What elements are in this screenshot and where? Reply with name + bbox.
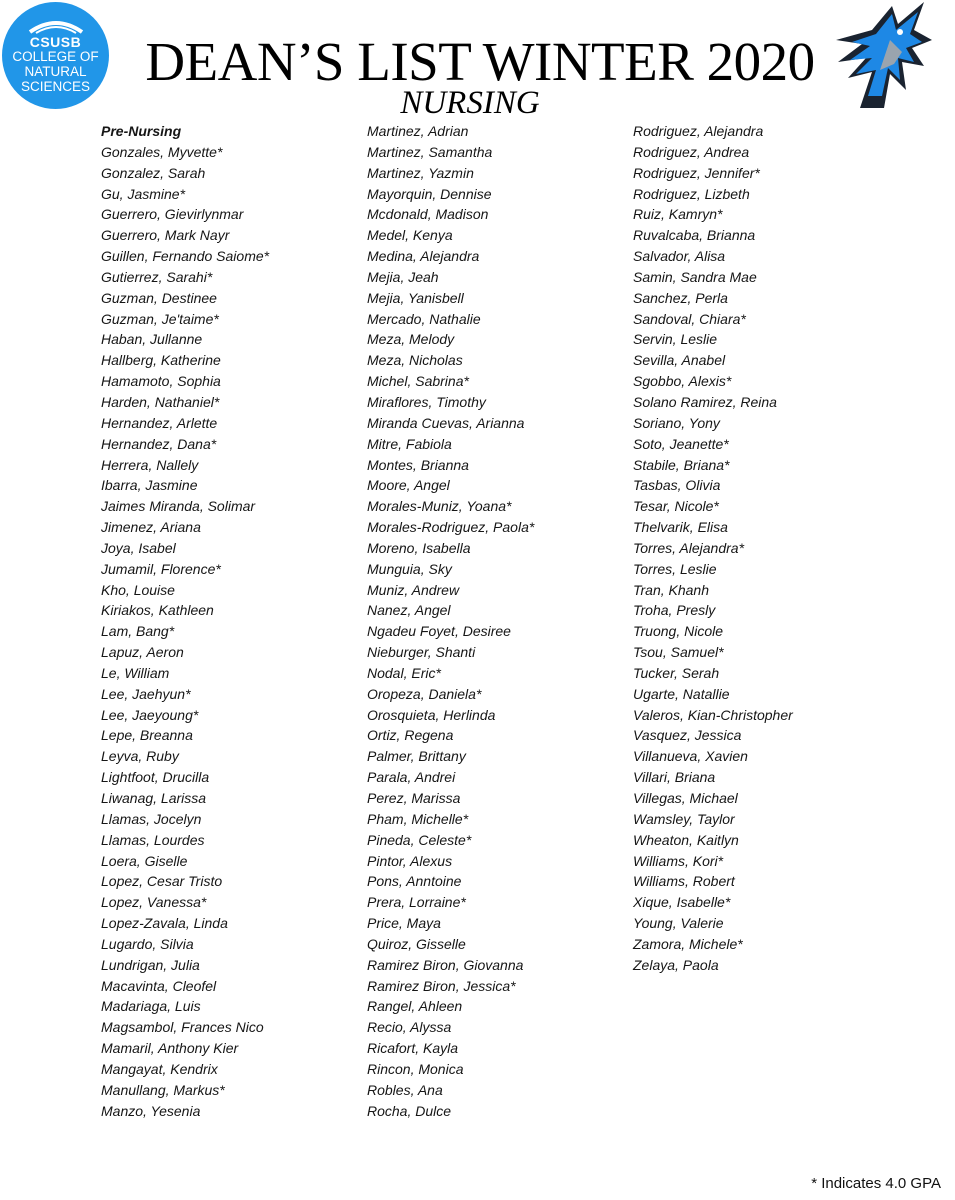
name-entry: Sgobbo, Alexis* bbox=[633, 373, 732, 390]
name-entry: Mejia, Jeah bbox=[367, 268, 439, 285]
name-entry: Prera, Lorraine* bbox=[367, 894, 466, 911]
name-entry: Recio, Alyssa bbox=[367, 1019, 452, 1036]
name-entry: Price, Maya bbox=[367, 915, 441, 932]
name-entry: Robles, Ana bbox=[367, 1081, 443, 1098]
name-entry: Jumamil, Florence* bbox=[101, 560, 221, 577]
logo-college-of: COLLEGE OF bbox=[12, 48, 99, 64]
name-entry: Martinez, Samantha bbox=[367, 143, 493, 160]
name-entry: Lundrigan, Julia bbox=[101, 956, 200, 973]
name-entry: Guerrero, Gievirlynmar bbox=[101, 206, 244, 223]
name-entry: Guzman, Destinee bbox=[101, 289, 217, 306]
name-entry: Soto, Jeanette* bbox=[633, 435, 729, 452]
name-entry: Vasquez, Jessica bbox=[633, 727, 742, 744]
name-entry: Ugarte, Natallie bbox=[633, 685, 730, 702]
gpa-footnote: * Indicates 4.0 GPA bbox=[811, 1175, 941, 1192]
name-entry: Hernandez, Dana* bbox=[101, 435, 217, 452]
name-entry: Rodriguez, Alejandra bbox=[633, 123, 764, 139]
name-entry: Rocha, Dulce bbox=[367, 1102, 452, 1119]
name-entry: Torres, Alejandra* bbox=[633, 539, 745, 556]
name-entry: Stabile, Briana* bbox=[633, 456, 730, 473]
name-entry: Medina, Alejandra bbox=[367, 248, 480, 265]
name-entry: Quiroz, Gisselle bbox=[367, 935, 466, 952]
name-entry: Williams, Robert bbox=[633, 873, 735, 890]
name-entry: Herrera, Nallely bbox=[101, 456, 199, 473]
name-entry: Tasbas, Olivia bbox=[633, 477, 721, 494]
logo-csusb: CSUSB bbox=[29, 33, 82, 50]
name-entry: Palmer, Brittany bbox=[367, 748, 466, 765]
name-entry: Harden, Nathaniel* bbox=[101, 393, 220, 410]
name-entry: Pintor, Alexus bbox=[367, 852, 453, 869]
name-entry: Gutierrez, Sarahi* bbox=[101, 268, 213, 285]
name-entry: Madariaga, Luis bbox=[101, 998, 201, 1015]
name-entry: Zelaya, Paola bbox=[633, 956, 719, 973]
name-entry: Tesar, Nicole* bbox=[633, 498, 719, 515]
name-entry: Haban, Jullanne bbox=[101, 331, 203, 348]
logo-natural: NATURAL bbox=[24, 63, 87, 79]
name-entry: Llamas, Jocelyn bbox=[101, 810, 202, 827]
name-entry: Ngadeu Foyet, Desiree bbox=[367, 623, 511, 640]
name-entry: Lam, Bang* bbox=[101, 623, 175, 640]
name-entry: Kho, Louise bbox=[101, 581, 175, 598]
name-entry: Ortiz, Regena bbox=[367, 727, 454, 744]
name-entry: Salvador, Alisa bbox=[633, 248, 726, 265]
name-entry: Rangel, Ahleen bbox=[367, 998, 463, 1015]
name-entry: Tsou, Samuel* bbox=[633, 644, 724, 661]
logo-sciences: SCIENCES bbox=[20, 78, 91, 94]
name-entry: Le, William bbox=[101, 664, 170, 681]
name-entry: Parala, Andrei bbox=[367, 769, 456, 786]
name-entry: Moreno, Isabella bbox=[367, 539, 471, 556]
name-entry: Soriano, Yony bbox=[633, 414, 720, 431]
name-entry: Guerrero, Mark Nayr bbox=[101, 227, 230, 244]
name-entry: Ruiz, Kamryn* bbox=[633, 206, 723, 223]
csusb-logo bbox=[2, 2, 109, 109]
page-title: DEAN’S LIST WINTER 2020 bbox=[145, 31, 815, 92]
name-entry: Nanez, Angel bbox=[367, 602, 451, 619]
section-heading: Pre-Nursing bbox=[101, 123, 182, 139]
name-entry: Wheaton, Kaitlyn bbox=[633, 831, 739, 848]
name-entry: Leyva, Ruby bbox=[101, 748, 179, 765]
name-entry: Williams, Kori* bbox=[633, 852, 724, 869]
name-entry: Miraflores, Timothy bbox=[367, 393, 486, 410]
name-entry: Medel, Kenya bbox=[367, 227, 453, 244]
name-entry: Muniz, Andrew bbox=[367, 581, 460, 598]
name-entry: Villanueva, Xavien bbox=[633, 748, 748, 765]
name-entry: Macavinta, Cleofel bbox=[101, 977, 217, 994]
name-entry: Samin, Sandra Mae bbox=[633, 268, 757, 285]
name-entry: Lee, Jaeyoung* bbox=[101, 706, 199, 723]
name-entry: Tran, Khanh bbox=[633, 581, 710, 598]
name-entry: Munguia, Sky bbox=[367, 560, 452, 577]
name-entry: Wamsley, Taylor bbox=[633, 810, 735, 827]
name-entry: Morales-Muniz, Yoana* bbox=[367, 498, 512, 515]
name-entry: Ramirez Biron, Jessica* bbox=[367, 977, 516, 994]
name-entry: Troha, Presly bbox=[633, 602, 716, 619]
name-entry: Zamora, Michele* bbox=[633, 935, 743, 952]
name-entry: Manzo, Yesenia bbox=[101, 1102, 201, 1119]
name-entry: Meza, Nicholas bbox=[367, 352, 463, 369]
name-entry: Ibarra, Jasmine bbox=[101, 477, 198, 494]
name-entry: Guillen, Fernando Saiome* bbox=[101, 248, 270, 265]
name-entry: Valeros, Kian-Christopher bbox=[633, 706, 793, 723]
name-entry: Jaimes Miranda, Solimar bbox=[101, 498, 256, 515]
name-entry: Meza, Melody bbox=[367, 331, 455, 348]
name-entry: Gu, Jasmine* bbox=[101, 185, 186, 202]
name-entry: Xique, Isabelle* bbox=[633, 894, 731, 911]
logo-arc-icon bbox=[26, 18, 86, 34]
name-entry: Hallberg, Katherine bbox=[101, 352, 221, 369]
name-entry: Rodriguez, Andrea bbox=[633, 143, 750, 160]
name-entry: Ruvalcaba, Brianna bbox=[633, 227, 756, 244]
name-entry: Mitre, Fabiola bbox=[367, 435, 452, 452]
name-entry: Lopez, Cesar Tristo bbox=[101, 873, 223, 890]
name-entry: Mangayat, Kendrix bbox=[101, 1060, 218, 1077]
name-entry: Tucker, Serah bbox=[633, 664, 720, 681]
name-entry: Ramirez Biron, Giovanna bbox=[367, 956, 524, 973]
name-entry: Pham, Michelle* bbox=[367, 810, 469, 827]
name-entry: Young, Valerie bbox=[633, 915, 724, 932]
name-entry: Lee, Jaehyun* bbox=[101, 685, 191, 702]
name-entry: Llamas, Lourdes bbox=[101, 831, 205, 848]
name-entry: Lapuz, Aeron bbox=[101, 644, 184, 661]
name-entry: Mejia, Yanisbell bbox=[367, 289, 464, 306]
name-entry: Oropeza, Daniela* bbox=[367, 685, 482, 702]
name-entry: Nieburger, Shanti bbox=[367, 644, 476, 661]
name-column-1 bbox=[101, 121, 351, 1122]
coyote-mascot-icon bbox=[832, 0, 938, 110]
name-entry: Rodriguez, Lizbeth bbox=[633, 185, 750, 202]
name-entry: Moore, Angel bbox=[367, 477, 450, 494]
name-entry: Michel, Sabrina* bbox=[367, 373, 469, 390]
name-entry: Rodriguez, Jennifer* bbox=[633, 164, 760, 181]
page-subtitle: NURSING bbox=[400, 85, 540, 121]
name-entry: Lopez-Zavala, Linda bbox=[101, 915, 228, 932]
name-entry: Lightfoot, Drucilla bbox=[101, 769, 210, 786]
name-entry: Mcdonald, Madison bbox=[367, 206, 489, 223]
name-entry: Morales-Rodriguez, Paola* bbox=[367, 519, 535, 536]
name-entry: Kiriakos, Kathleen bbox=[101, 602, 214, 619]
name-entry: Jimenez, Ariana bbox=[101, 519, 201, 536]
name-entry: Martinez, Adrian bbox=[367, 123, 469, 139]
name-column-2 bbox=[367, 121, 617, 1122]
name-column-3 bbox=[633, 121, 883, 976]
name-entry: Perez, Marissa bbox=[367, 790, 461, 806]
name-entry: Manullang, Markus* bbox=[101, 1081, 225, 1098]
name-entry: Mayorquin, Dennise bbox=[367, 185, 492, 202]
name-entry: Sandoval, Chiara* bbox=[633, 310, 746, 327]
name-entry: Martinez, Yazmin bbox=[367, 164, 474, 181]
name-entry: Mamaril, Anthony Kier bbox=[101, 1040, 239, 1057]
name-entry: Guzman, Je'taime* bbox=[101, 310, 219, 327]
name-entry: Hamamoto, Sophia bbox=[101, 373, 221, 390]
name-entry: Truong, Nicole bbox=[633, 623, 724, 640]
name-entry: Joya, Isabel bbox=[101, 539, 176, 556]
name-entry: Sanchez, Perla bbox=[633, 289, 728, 306]
name-entry: Villegas, Michael bbox=[633, 790, 738, 806]
name-entry: Lugardo, Silvia bbox=[101, 935, 194, 952]
name-entry: Mercado, Nathalie bbox=[367, 310, 481, 327]
name-entry: Montes, Brianna bbox=[367, 456, 469, 473]
name-entry: Pons, Anntoine bbox=[367, 873, 462, 890]
name-entry: Liwanag, Larissa bbox=[101, 790, 207, 806]
name-entry: Loera, Giselle bbox=[101, 852, 188, 869]
name-entry: Thelvarik, Elisa bbox=[633, 519, 728, 536]
name-entry: Solano Ramirez, Reina bbox=[633, 393, 777, 410]
name-entry: Torres, Leslie bbox=[633, 560, 717, 577]
name-entry: Gonzalez, Sarah bbox=[101, 164, 206, 181]
name-entry: Servin, Leslie bbox=[633, 331, 718, 348]
name-entry: Lepe, Breanna bbox=[101, 727, 193, 744]
name-entry: Miranda Cuevas, Arianna bbox=[367, 414, 525, 431]
name-entry: Lopez, Vanessa* bbox=[101, 894, 207, 911]
name-entry: Orosquieta, Herlinda bbox=[367, 706, 496, 723]
name-entry: Magsambol, Frances Nico bbox=[101, 1019, 264, 1036]
name-entry: Ricafort, Kayla bbox=[367, 1040, 459, 1057]
name-entry: Nodal, Eric* bbox=[367, 664, 441, 681]
name-entry: Hernandez, Arlette bbox=[101, 414, 218, 431]
name-entry: Rincon, Monica bbox=[367, 1060, 464, 1077]
name-entry: Sevilla, Anabel bbox=[633, 352, 726, 369]
name-entry: Gonzales, Myvette* bbox=[101, 143, 223, 160]
name-entry: Pineda, Celeste* bbox=[367, 831, 472, 848]
name-entry: Villari, Briana bbox=[633, 769, 716, 786]
